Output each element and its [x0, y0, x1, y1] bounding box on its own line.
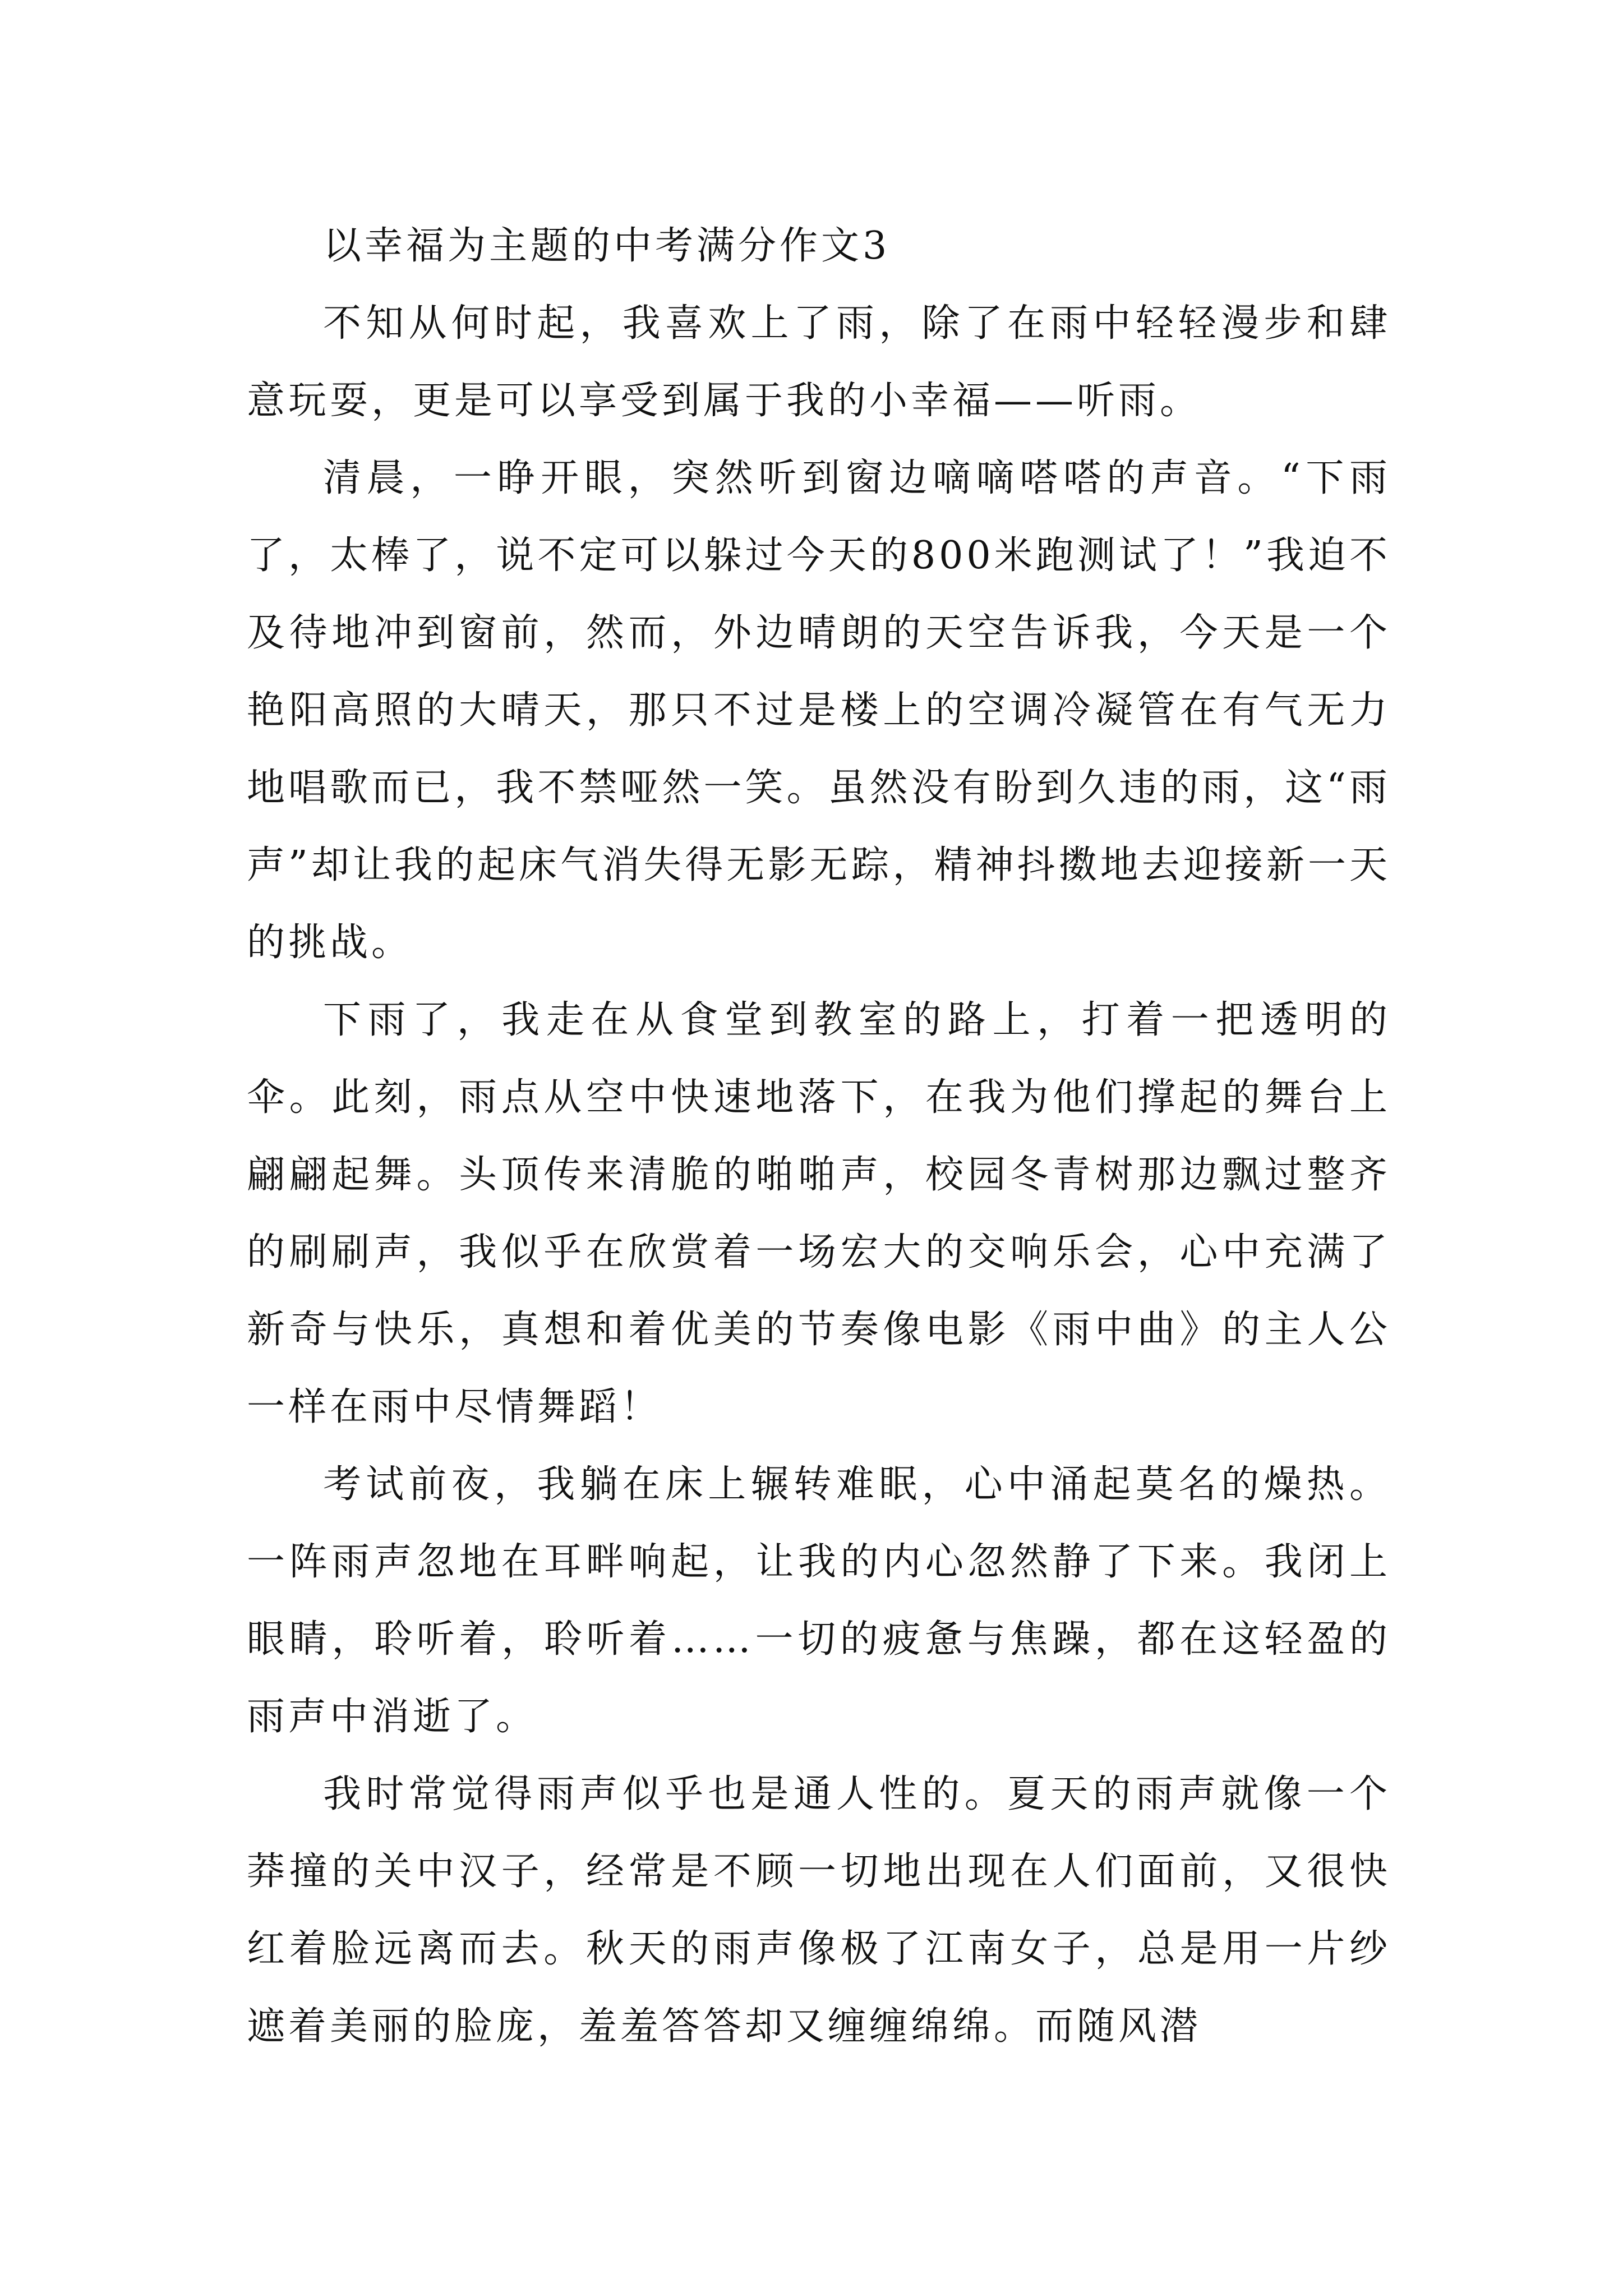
paragraph: 不知从何时起，我喜欢上了雨，除了在雨中轻轻漫步和肆意玩耍，更是可以享受到属于我的小幸福——听雨。 [247, 301, 1391, 423]
paragraph: 清晨，一睁开眼，突然听到窗边嘀嘀嗒嗒的声音。“下雨了，太棒了，说不定可以躲过今天的800米跑测试了！”我迫不及待地冲到窗前，然而，外边晴朗的天空告诉我，今天是一个艳阳高照的大晴天，那只不过是楼上的空调冷凝管在有气无力地唱歌而已，我不禁哑然一笑。虽然没有盼到久违的雨，这“雨声”却让我的起床气消失得无影无踪，精神抖擞地去迎接新一天的挑战。 [247, 456, 1391, 965]
paragraph: 下雨了，我走在从食堂到教室的路上，打着一把透明的伞。此刻，雨点从空中快速地落下，在我为他们撑起的舞台上翩翩起舞。头顶传来清脆的啪啪声，校园冬青树那边飘过整齐的刷刷声，我似乎在欣赏着一场宏大的交响乐会，心中充满了新奇与快乐，真想和着优美的节奏像电影《雨中曲》的主人公一样在雨中尽情舞蹈！ [247, 998, 1391, 1429]
paragraph: 考试前夜，我躺在床上辗转难眠，心中涌起莫名的燥热。一阵雨声忽地在耳畔响起，让我的内心忽然静了下来。我闭上眼睛，聆听着，聆听着……一切的疲惫与焦躁，都在这轻盈的雨声中消逝了。 [247, 1462, 1391, 1739]
paragraph: 我时常觉得雨声似乎也是通人性的。夏天的雨声就像一个莽撞的关中汉子，经常是不顾一切地出现在人们面前，又很快红着脸远离而去。秋天的雨声像极了江南女子，总是用一片纱遮着美丽的脸庞，羞羞答答却又缠缠绵绵。而随风潜 [247, 1772, 1391, 2049]
essay-title: 以幸福为主题的中考满分作文3 [323, 224, 891, 268]
essay-body [247, 208, 1391, 2065]
